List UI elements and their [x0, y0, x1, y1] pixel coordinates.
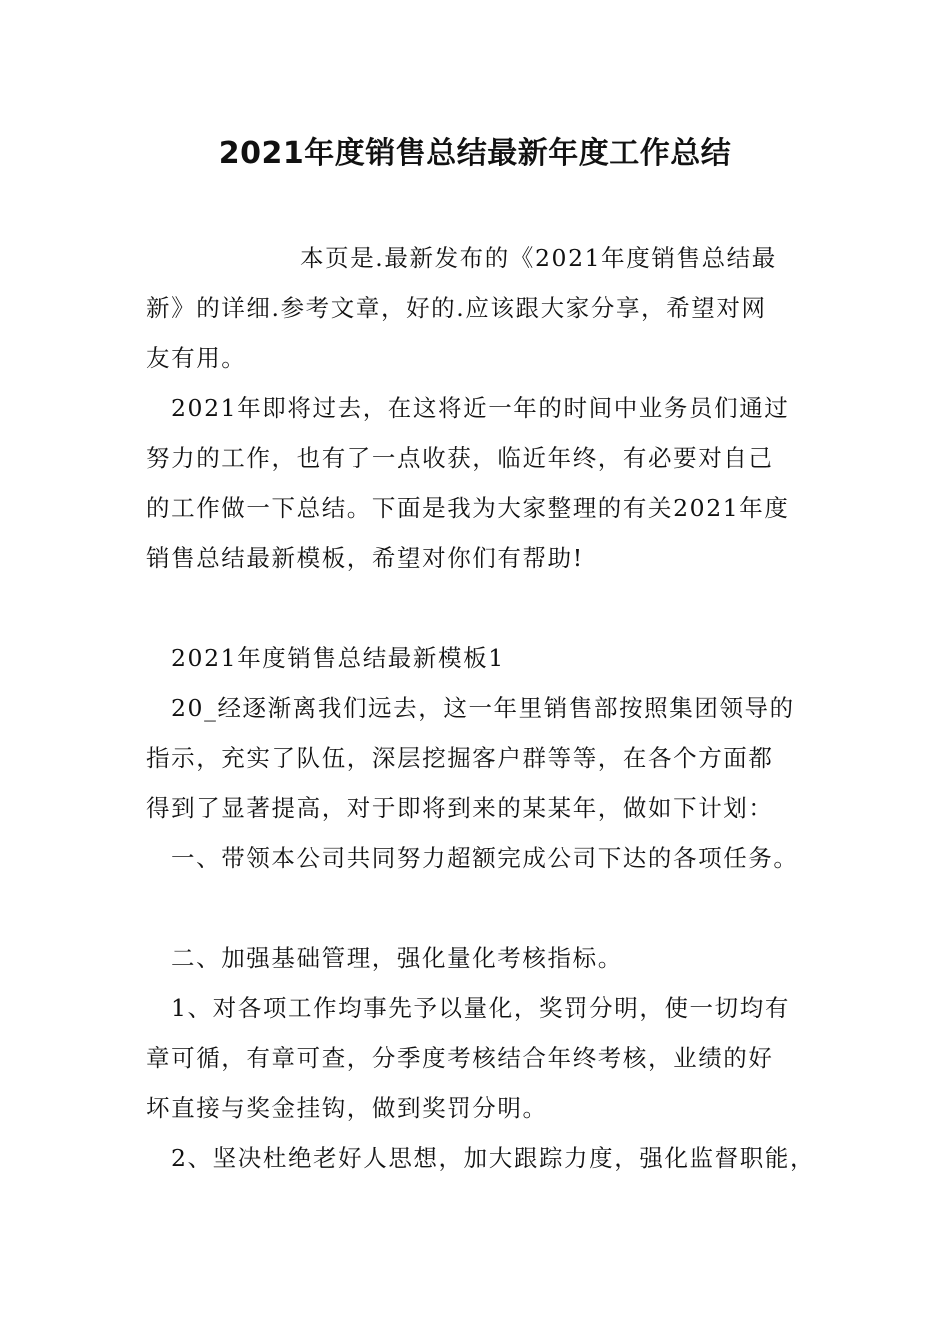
body-line: 努力的工作，也有了一点收获，临近年终，有必要对自己 [146, 444, 774, 472]
body-line: 2021年即将过去，在这将近一年的时间中业务员们通过 [171, 394, 790, 422]
body-line: 本页是.最新发布的《2021年度销售总结最 [300, 244, 777, 272]
body-line: 销售总结最新模板，希望对你们有帮助! [146, 544, 584, 572]
body-line: 得到了显著提高，对于即将到来的某某年，做如下计划： [146, 794, 774, 822]
body-line: 2、坚决杜绝老好人思想，加大跟踪力度，强化监督职能， [171, 1144, 816, 1172]
body-line: 2021年度销售总结最新模板1 [171, 644, 505, 672]
body-line: 的工作做一下总结。下面是我为大家整理的有关2021年度 [146, 494, 790, 522]
body-line: 20_经逐渐离我们远去，这一年里销售部按照集团领导的 [171, 694, 795, 722]
body-line: 一、带领本公司共同努力超额完成公司下达的各项任务。 [171, 844, 799, 872]
body-line: 章可循，有章可查，分季度考核结合年终考核，业绩的好 [146, 1044, 774, 1072]
body-line: 坏直接与奖金挂钩，做到奖罚分明。 [146, 1094, 548, 1122]
body-line: 二、加强基础管理，强化量化考核指标。 [171, 944, 623, 972]
body-line: 友有用。 [146, 344, 247, 372]
body-line: 新》的详细.参考文章，好的.应该跟大家分享，希望对网 [146, 294, 767, 322]
body-line: 指示，充实了队伍，深层挖掘客户群等等，在各个方面都 [146, 744, 774, 772]
document-title: 2021年度销售总结最新年度工作总结 [218, 136, 732, 171]
body-line: 1、对各项工作均事先予以量化，奖罚分明，使一切均有 [171, 994, 790, 1022]
